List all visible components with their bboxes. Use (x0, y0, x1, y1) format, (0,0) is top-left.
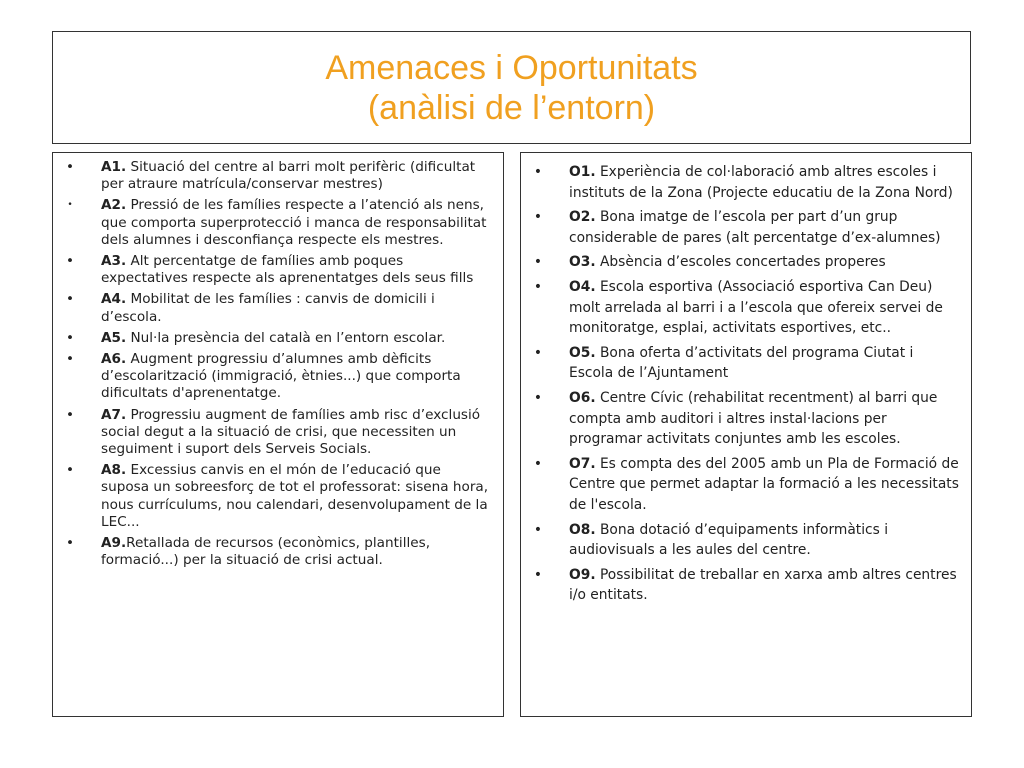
list-item: • A8. Excessius canvis en el món de l’educació que suposa un sobreesforç de tot el professorat: sisena hora, nous currículums, nou calendari, desenvolupament de la LEC... (65, 462, 489, 530)
list-item: • A7. Progressiu augment de famílies amb risc d’exclusió social degut a la situació de crisi, que necessiten un seguiment i suport dels Serveis Socials. (65, 406, 481, 458)
bullet-icon: • (65, 406, 75, 423)
bullet-icon: • (533, 278, 543, 295)
bullet-icon: • (533, 164, 543, 180)
list-item: • O9. Possibilitat de treballar en xarxa amb altres centres i/o entitats. (533, 566, 957, 604)
list-item: • O8. Bona dotació d’equipaments informàtics i audiovisuals a les aules del centre. (533, 521, 889, 559)
oportunitats-list (529, 162, 959, 606)
list-item: • A2. Pressió de les famílies respecte a l’atenció als nens, que comporta superprotecció i manca de responsabilitat dels alumnes i desconfiança respecte els mestres. (61, 197, 491, 249)
list-item: • A4. Mobilitat de les famílies : canvis de domicili i d’escola. (65, 291, 435, 325)
bullet-icon: • (65, 291, 75, 308)
slide-title: Amenaces i Oportunitats (325, 48, 698, 87)
bullet-icon: • (65, 159, 75, 175)
bullet-icon: • (65, 329, 75, 346)
list-item: • A1. Situació del centre al barri molt perifèric (dificultat per atraure matrícula/conservar mestres) (65, 159, 476, 193)
list-item: • O4. Escola esportiva (Associació esportiva Can Deu) molt arrelada al barri i a l’escola que ofereix servei de monitoratge, esplai, activitats esportives, etc.. (533, 278, 943, 337)
bullet-icon: • (65, 253, 75, 270)
list-item: • A3. Alt percentatge de famílies amb poques expectatives respecte als aprenentatges dels seus fills (65, 253, 474, 287)
amenaces-list (61, 159, 491, 569)
list-item: • A9.Retallada de recursos (econòmics, plantilles, formació...) per la situació de crisi actual. (65, 535, 431, 569)
list-item: • O6. Centre Cívic (rehabilitat recentment) al barri que compta amb auditori i altres instal·lacions per programar activitats conjuntes amb les escoles. (533, 389, 938, 448)
list-item: • O1. Experiència de col·laboració amb altres escoles i instituts de la Zona (Projecte educatiu de la Zona Nord) (533, 164, 953, 201)
amenaces-panel (52, 152, 504, 717)
list-item: • A6. Augment progressiu d’alumnes amb dèficits d’escolarització (immigració, ètnies...) que comporta dificultats d'aprenentatge. (65, 351, 461, 402)
list-item: • A5. Nul·la presència del català en l’entorn escolar. (65, 329, 446, 346)
bullet-icon: • (533, 455, 543, 472)
bullet-icon: • (533, 209, 543, 226)
list-item: • O7. Es compta des del 2005 amb un Pla de Formació de Centre que permet adaptar la formació a les necessitats de l'escola. (533, 455, 959, 513)
bullet-icon: • (67, 200, 73, 211)
bullet-icon: • (533, 344, 543, 361)
bullet-icon: • (533, 254, 543, 271)
slide-title-box (52, 31, 971, 144)
bullet-icon: • (65, 351, 75, 368)
bullet-icon: • (533, 566, 543, 583)
bullet-icon: • (65, 535, 75, 552)
slide-subtitle: (anàlisi de l’entorn) (367, 88, 656, 127)
list-item: • O2. Bona imatge de l’escola per part d’un grup considerable de pares (alt percentatge d’ex-alumnes) (533, 209, 941, 246)
bullet-icon: • (65, 462, 75, 479)
list-item: • O3. Absència d’escoles concertades properes (529, 252, 959, 273)
oportunitats-panel (520, 152, 972, 717)
bullet-icon: • (533, 389, 543, 406)
bullet-icon: • (533, 521, 543, 538)
list-item: • O5. Bona oferta d’activitats del programa Ciutat i Escola de l’Ajuntament (533, 344, 914, 382)
